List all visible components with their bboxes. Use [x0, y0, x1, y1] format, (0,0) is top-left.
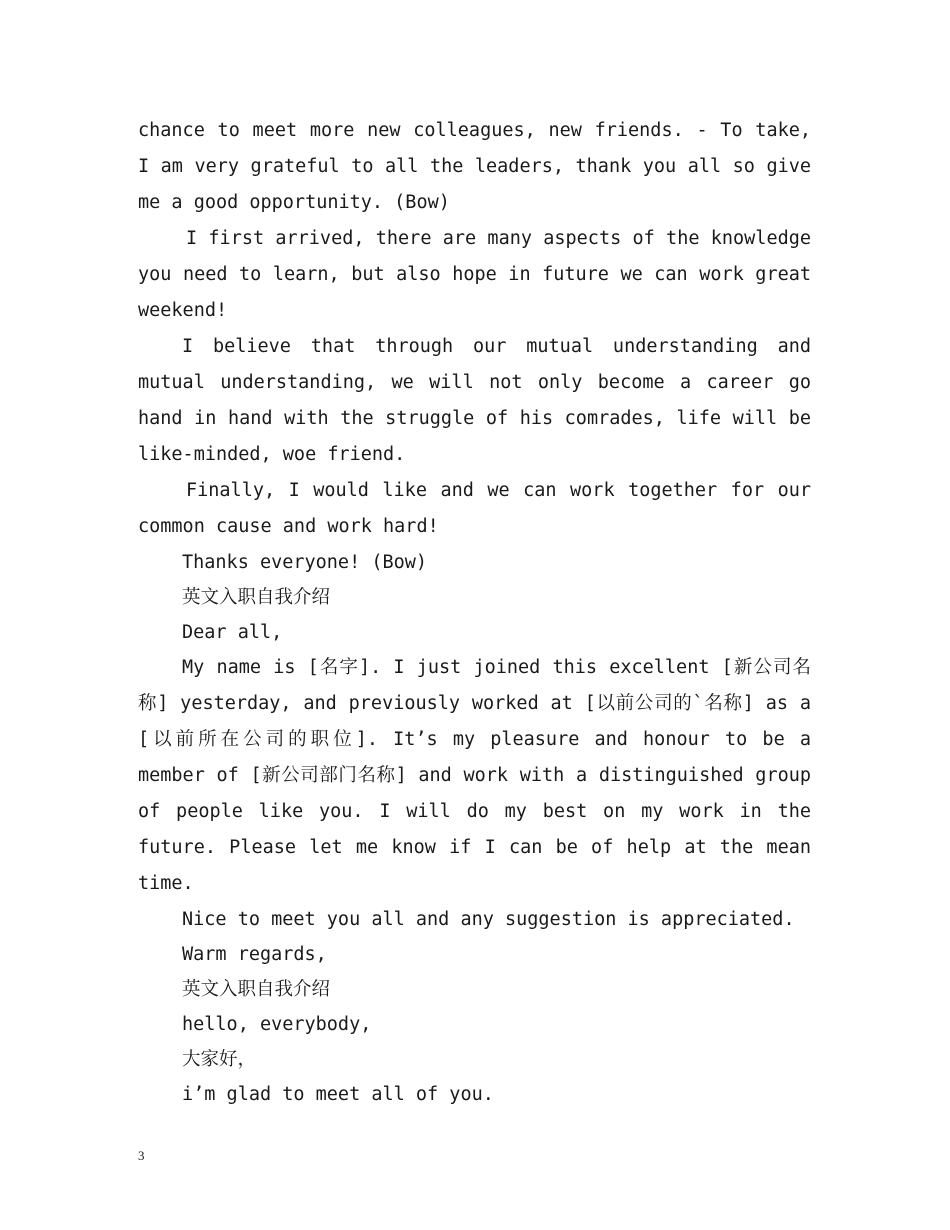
greeting-chinese: 大家好，: [182, 1049, 257, 1070]
paragraph-glad-to-meet: i’m glad to meet all of you.: [182, 1084, 494, 1105]
paragraph-first-arrived: I first arrived, there are many aspects of the knowledge you need to learn, but also hope in future we can work great weekend!: [138, 228, 811, 321]
section-heading-self-intro: 英文入职自我介绍: [182, 587, 331, 608]
greeting-hello: hello, everybody,: [182, 1014, 372, 1035]
closing-warm-regards: Warm regards,: [182, 944, 327, 965]
paragraph-my-name: My name is [名字]. I just joined this excellent [新公司名称] yesterday, and previously worked at [以前公司的`名称] as a [以前所在公司的职位]. It’s my pleasure and honour to be a member of [新公司部门名称] and work with a distinguished group of people like you. I will do my best on my work in the future. Please let me know if I can be of help at the mean time.: [138, 657, 811, 894]
document-body: [138, 113, 811, 1112]
paragraph-finally: Finally, I would like and we can work together for our common cause and work hard!: [138, 480, 811, 537]
section-heading-self-intro-2: 英文入职自我介绍: [182, 979, 331, 1000]
paragraph-mutual-understanding: I believe that through our mutual understanding and mutual understanding, we will not only become a career go hand in hand with the struggle of his comrades, life will be like-minded, woe friend.: [138, 336, 811, 465]
page-number: 3: [138, 1148, 145, 1163]
paragraph-continuation: chance to meet more new colleagues, new friends. - To take, I am very grateful to all the leaders, thank you all so give me a good opportunity. (Bow): [138, 120, 811, 213]
salutation-dear-all: Dear all,: [182, 622, 283, 643]
paragraph-thanks: Thanks everyone! (Bow): [182, 552, 428, 573]
paragraph-nice-to-meet: Nice to meet you all and any suggestion is appreciated.: [182, 909, 795, 930]
